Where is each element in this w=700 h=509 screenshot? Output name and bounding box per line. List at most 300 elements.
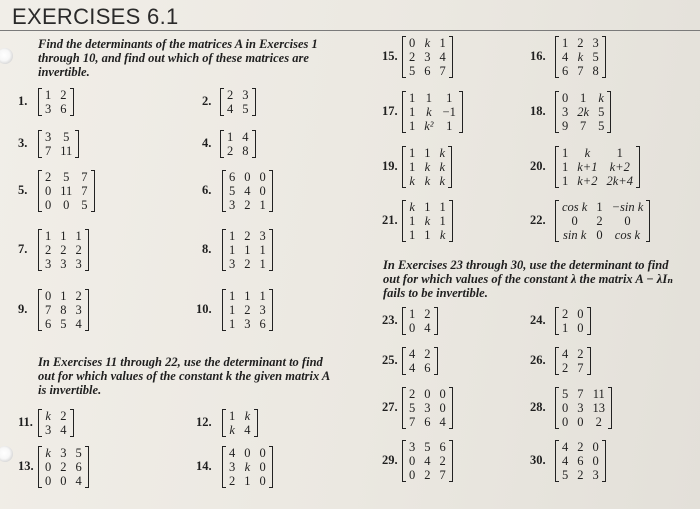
matrix-entry: 1 xyxy=(229,243,236,257)
matrix-entry: 5 xyxy=(562,468,569,482)
matrix-entry: 3 xyxy=(592,468,599,482)
matrix-entry: 4 xyxy=(244,184,251,198)
matrix-entry: −1 xyxy=(442,105,456,119)
matrix-entry: 6 xyxy=(439,440,446,454)
exercise-number: 6. xyxy=(202,183,212,197)
matrix xyxy=(38,289,89,331)
matrix-entry: 4 xyxy=(60,423,67,437)
matrix-entry: 0 xyxy=(259,184,266,198)
matrix-entry: 0 xyxy=(571,214,578,228)
matrix-right-bracket xyxy=(459,91,463,133)
matrix-entry: cos k xyxy=(614,228,641,242)
matrix-entry: 4 xyxy=(424,321,431,335)
matrix-entry: 1 xyxy=(562,36,569,50)
matrix-entry: 5 xyxy=(60,317,67,331)
exercise-number: 10. xyxy=(196,302,212,316)
matrix-entry: k xyxy=(584,146,591,160)
matrix-entry: 1 xyxy=(439,36,446,50)
matrix-entry: 1 xyxy=(60,289,67,303)
matrix-entry: 2 xyxy=(577,36,584,50)
matrix-entry: 1 xyxy=(227,130,234,144)
exercise-number: 23. xyxy=(382,313,398,327)
matrix-right-bracket xyxy=(434,347,438,375)
matrix-right-bracket xyxy=(602,440,606,482)
exercise-number: 4. xyxy=(202,136,212,150)
matrix-entry: 4 xyxy=(242,130,249,144)
matrix-entry: 0 xyxy=(409,36,416,50)
exercise-number: 18. xyxy=(530,104,546,118)
matrix-right-bracket xyxy=(646,200,650,242)
matrix-entry: 2 xyxy=(244,198,251,212)
matrix-entry: 7 xyxy=(439,64,446,78)
matrix-entry: k xyxy=(439,146,446,160)
binder-hole-bottom xyxy=(0,446,13,462)
instructions-1-10: Find the determinants of the matrices A in Exercises 1 through 10, and find out which of these matrices are invertible. xyxy=(38,37,318,79)
matrix xyxy=(38,130,79,158)
matrix-entry: 0 xyxy=(45,460,52,474)
matrix xyxy=(402,440,453,482)
matrix-entry: 2 xyxy=(227,144,234,158)
matrix-entry: 2 xyxy=(45,170,52,184)
matrix-entry: 1 xyxy=(244,289,251,303)
matrix-right-bracket xyxy=(252,88,256,116)
matrix-entry: 3 xyxy=(409,440,416,454)
matrix-entry: 1 xyxy=(259,289,266,303)
matrix-right-bracket xyxy=(85,289,89,331)
matrix-entry: 0 xyxy=(259,170,266,184)
matrix-entry: 6 xyxy=(60,102,67,116)
matrix-entry: 1 xyxy=(409,160,416,174)
exercise-number: 19. xyxy=(382,159,398,173)
matrix-entry: 0 xyxy=(60,474,67,488)
matrix xyxy=(220,88,256,116)
matrix-entry: 0 xyxy=(624,214,631,228)
matrix-entries xyxy=(406,91,459,133)
matrix-entries xyxy=(559,387,608,429)
matrix xyxy=(222,289,273,331)
exercise-number: 12. xyxy=(196,415,212,429)
matrix-right-bracket xyxy=(608,387,612,429)
matrix-right-bracket xyxy=(70,409,74,437)
exercise-number: 30. xyxy=(530,453,546,467)
matrix-entry: 8 xyxy=(60,303,67,317)
matrix-right-bracket xyxy=(448,146,452,188)
matrix-entry: 13 xyxy=(592,401,605,415)
matrix-entry: k xyxy=(244,409,251,423)
matrix-entries xyxy=(559,307,587,335)
matrix xyxy=(220,130,256,158)
matrix-entry: 3 xyxy=(259,303,266,317)
matrix xyxy=(555,36,606,78)
matrix-entry: k xyxy=(45,409,51,423)
matrix-entry: 0 xyxy=(244,446,251,460)
matrix-entry: 1 xyxy=(409,146,416,160)
matrix-entry: 0 xyxy=(45,184,52,198)
matrix-entry: 1 xyxy=(424,200,431,214)
matrix-entry: 1 xyxy=(229,289,236,303)
matrix-entry: 0 xyxy=(562,415,569,429)
matrix-entry: k xyxy=(424,36,431,50)
matrix xyxy=(555,146,640,188)
matrix-entry: k² xyxy=(424,119,434,133)
heading-rule xyxy=(0,30,700,31)
matrix-entry: 2 xyxy=(439,454,446,468)
matrix xyxy=(402,387,453,429)
matrix-entries xyxy=(406,440,449,482)
matrix-entry: 1 xyxy=(439,214,446,228)
matrix-entry: 2 xyxy=(562,361,569,375)
matrix-right-bracket xyxy=(75,130,79,158)
matrix-entry: 2 xyxy=(60,460,67,474)
matrix-entries xyxy=(42,130,75,158)
matrix-entry: 7 xyxy=(439,468,446,482)
matrix-entry: 1 xyxy=(562,160,569,174)
matrix-entry: 0 xyxy=(424,387,431,401)
matrix-right-bracket xyxy=(91,170,95,212)
matrix-entry: 0 xyxy=(562,401,569,415)
matrix-entry: 0 xyxy=(596,228,603,242)
matrix-right-bracket xyxy=(85,446,89,488)
matrix xyxy=(555,307,591,335)
matrix-entry: 3 xyxy=(577,401,584,415)
matrix-entry: 0 xyxy=(577,307,584,321)
matrix-entry: 1 xyxy=(244,243,251,257)
matrix xyxy=(402,36,453,78)
matrix xyxy=(402,146,452,188)
matrix-entry: k xyxy=(229,423,235,437)
matrix-entry: 6 xyxy=(75,460,82,474)
exercise-number: 29. xyxy=(382,453,398,467)
matrix-entry: 1 xyxy=(596,200,603,214)
matrix xyxy=(38,170,95,212)
matrix xyxy=(555,387,612,429)
matrix xyxy=(38,409,74,437)
matrix-entry: 3 xyxy=(45,257,52,271)
matrix-entry: 4 xyxy=(562,454,569,468)
matrix-entry: 4 xyxy=(439,50,446,64)
matrix-entry: 8 xyxy=(242,144,249,158)
matrix-entry: 0 xyxy=(259,446,266,460)
matrix-entry: k xyxy=(244,460,251,474)
exercise-number: 2. xyxy=(202,94,212,108)
matrix-entry: 6 xyxy=(424,64,431,78)
matrix-entry: 11 xyxy=(592,387,605,401)
matrix-entry: k xyxy=(409,200,415,214)
matrix-entries xyxy=(226,409,254,437)
exercise-number: 22. xyxy=(530,213,546,227)
matrix-right-bracket xyxy=(85,229,89,271)
matrix-entry: 7 xyxy=(577,64,584,78)
matrix-entry: 5 xyxy=(424,440,431,454)
matrix xyxy=(222,170,273,212)
matrix-entry: 1 xyxy=(562,174,569,188)
matrix-entry: k xyxy=(424,160,431,174)
matrix-entry: 1 xyxy=(229,229,236,243)
exercise-number: 9. xyxy=(18,302,28,316)
matrix-entries xyxy=(559,36,602,78)
matrix-entries xyxy=(406,347,434,375)
matrix-right-bracket xyxy=(269,289,273,331)
matrix-entry: 1 xyxy=(446,91,453,105)
matrix-entry: 0 xyxy=(409,468,416,482)
matrix-entry: 1 xyxy=(259,257,266,271)
exercise-number: 16. xyxy=(530,49,546,63)
matrix-entry: 0 xyxy=(45,474,52,488)
exercise-number: 8. xyxy=(202,242,212,256)
matrix xyxy=(555,91,611,133)
matrix-entries xyxy=(406,200,449,242)
matrix-entries xyxy=(406,387,449,429)
matrix-entry: 7 xyxy=(580,119,587,133)
matrix-entry: 2 xyxy=(75,289,82,303)
matrix-entry: 3 xyxy=(75,303,82,317)
matrix-entry: 2k xyxy=(577,105,590,119)
matrix-entry: 4 xyxy=(75,317,82,331)
matrix-entry: 1 xyxy=(425,91,433,105)
matrix-entry: 3 xyxy=(562,105,569,119)
matrix-entry: 1 xyxy=(446,119,453,133)
exercise-number: 28. xyxy=(530,400,546,414)
matrix-entry: 2 xyxy=(45,243,52,257)
matrix-entry: 1 xyxy=(229,303,236,317)
matrix-entry: 2 xyxy=(227,88,234,102)
matrix-entry: 7 xyxy=(577,387,584,401)
exercise-number: 21. xyxy=(382,213,398,227)
matrix-entry: 2k+4 xyxy=(606,174,633,188)
matrix-entry: 2 xyxy=(424,307,431,321)
matrix-entry: 2 xyxy=(577,440,584,454)
matrix-entry: 1 xyxy=(409,214,416,228)
matrix-entries xyxy=(406,146,448,188)
matrix-entry: 2 xyxy=(596,214,603,228)
matrix-entry: k xyxy=(409,174,415,188)
matrix-entry: k xyxy=(424,214,431,228)
matrix-entry: 0 xyxy=(577,415,584,429)
matrix-entry: 2 xyxy=(409,50,416,64)
matrix xyxy=(555,347,591,375)
matrix-right-bracket xyxy=(587,307,591,335)
matrix-entry: 2 xyxy=(244,303,251,317)
exercise-number: 13. xyxy=(18,459,34,473)
matrix-entry: 2 xyxy=(424,347,431,361)
matrix-entry: 3 xyxy=(242,88,249,102)
matrix-entry: k xyxy=(598,91,604,105)
matrix-entry: 3 xyxy=(229,198,236,212)
exercise-number: 5. xyxy=(18,183,28,197)
matrix-entry: cos k xyxy=(562,200,588,214)
exercise-number: 7. xyxy=(18,242,28,256)
matrix-entry: 3 xyxy=(229,257,236,271)
matrix-entry: 3 xyxy=(75,257,82,271)
matrix-entry: 2 xyxy=(562,307,569,321)
matrix-entry: 3 xyxy=(60,446,67,460)
matrix-entry: k xyxy=(424,174,431,188)
matrix-entry: 2 xyxy=(577,468,584,482)
binder-hole-top xyxy=(0,48,13,64)
matrix-entry: 2 xyxy=(595,415,602,429)
matrix-right-bracket xyxy=(449,200,453,242)
exercise-number: 25. xyxy=(382,353,398,367)
matrix-entry: 2 xyxy=(244,229,251,243)
matrix-right-bracket xyxy=(449,387,453,429)
exercise-number: 11. xyxy=(18,415,33,429)
matrix-entry: 4 xyxy=(562,347,569,361)
matrix-right-bracket xyxy=(607,91,611,133)
matrix-entry: 2 xyxy=(60,243,67,257)
matrix-entry: 0 xyxy=(439,401,446,415)
matrix-entry: 7 xyxy=(577,361,584,375)
matrix-entry: 3 xyxy=(259,229,266,243)
matrix-entry: 4 xyxy=(75,474,82,488)
exercise-number: 15. xyxy=(382,49,398,63)
matrix xyxy=(38,88,74,116)
matrix-right-bracket xyxy=(252,130,256,158)
matrix-entry: 2 xyxy=(75,243,82,257)
matrix xyxy=(38,446,89,488)
matrix-entries xyxy=(224,130,252,158)
matrix-entry: 1 xyxy=(409,105,416,119)
matrix-entry: 0 xyxy=(439,387,446,401)
matrix-entry: sin k xyxy=(563,228,587,242)
matrix-entries xyxy=(406,307,434,335)
matrix-entry: 7 xyxy=(45,303,52,317)
matrix-entry: 1 xyxy=(562,321,569,335)
matrix-entry: k+1 xyxy=(577,160,598,174)
matrix-entry: 0 xyxy=(244,170,251,184)
matrix-entry: 1 xyxy=(409,228,416,242)
matrix xyxy=(222,409,258,437)
matrix-entries xyxy=(559,440,602,482)
matrix-entries xyxy=(42,409,70,437)
matrix-right-bracket xyxy=(587,347,591,375)
matrix-right-bracket xyxy=(254,409,258,437)
matrix-entry: 11 xyxy=(60,144,73,158)
exercise-number: 1. xyxy=(18,94,28,108)
matrix-entry: 4 xyxy=(562,50,569,64)
matrix-entry: 5 xyxy=(63,170,70,184)
matrix-entry: 4 xyxy=(439,415,446,429)
matrix xyxy=(402,347,438,375)
matrix xyxy=(402,200,453,242)
matrix-entry: 6 xyxy=(259,317,266,331)
matrix-entry: 3 xyxy=(45,423,52,437)
matrix-entry: k xyxy=(426,105,432,119)
matrix-entry: 1 xyxy=(60,229,67,243)
matrix-entry: 1 xyxy=(409,307,416,321)
matrix-entry: 4 xyxy=(562,440,569,454)
matrix-entry: 1 xyxy=(45,229,52,243)
instructions-11-22: In Exercises 11 through 22, use the determinant to find out for which values of the constant k the given matrix A is invertible. xyxy=(38,355,331,397)
matrix-entry: 3 xyxy=(592,36,599,50)
matrix-entry: 8 xyxy=(592,64,599,78)
matrix-entry: 1 xyxy=(75,229,82,243)
matrix-right-bracket xyxy=(602,36,606,78)
matrix-right-bracket xyxy=(70,88,74,116)
matrix-entry: 2 xyxy=(60,409,67,423)
matrix-entry: 5 xyxy=(81,198,88,212)
matrix-entry: 0 xyxy=(63,198,70,212)
matrix-entries xyxy=(559,91,607,133)
matrix-entry: 5 xyxy=(598,105,605,119)
matrix-entry: 1 xyxy=(259,198,266,212)
matrix-entry: 3 xyxy=(424,401,431,415)
exercise-number: 24. xyxy=(530,313,546,327)
matrix-entry: 7 xyxy=(45,144,52,158)
matrix-entry: 3 xyxy=(45,102,52,116)
matrix-entry: 5 xyxy=(409,64,416,78)
matrix-entries xyxy=(406,36,449,78)
section-heading: EXERCISES 6.1 xyxy=(12,4,179,29)
matrix-right-bracket xyxy=(269,170,273,212)
matrix xyxy=(555,440,606,482)
matrix-entry: k+2 xyxy=(609,160,630,174)
matrix-entry: 1 xyxy=(229,409,236,423)
matrix xyxy=(555,200,650,242)
matrix-entry: 2 xyxy=(577,347,584,361)
matrix-right-bracket xyxy=(434,307,438,335)
matrix-entries xyxy=(559,146,636,188)
matrix-entry: 7 xyxy=(409,415,416,429)
matrix-entry: 11 xyxy=(60,184,73,198)
matrix-entry: 1 xyxy=(244,474,251,488)
matrix-entry: 1 xyxy=(580,91,587,105)
matrix-entry: 0 xyxy=(259,460,266,474)
matrix-entry: 1 xyxy=(439,200,446,214)
matrix-entry: 5 xyxy=(75,446,82,460)
matrix-entries xyxy=(224,88,252,116)
matrix-entry: k xyxy=(439,160,446,174)
matrix-entries xyxy=(559,200,646,242)
matrix xyxy=(402,91,463,133)
matrix-entry: 1 xyxy=(616,146,623,160)
matrix-entry: 1 xyxy=(562,146,569,160)
matrix-entry: 0 xyxy=(45,198,52,212)
matrix-entry: 5 xyxy=(229,184,236,198)
matrix-entry: 3 xyxy=(244,317,251,331)
exercise-number: 14. xyxy=(196,459,212,473)
matrix-entry: 3 xyxy=(60,257,67,271)
matrix xyxy=(38,229,89,271)
matrix-right-bracket xyxy=(269,446,273,488)
matrix-entry: 0 xyxy=(45,289,52,303)
matrix-entry: 4 xyxy=(409,347,416,361)
matrix-entry: 7 xyxy=(81,170,88,184)
matrix-entry: 4 xyxy=(227,102,234,116)
matrix-entry: 4 xyxy=(244,423,251,437)
matrix-entry: 0 xyxy=(259,474,266,488)
matrix-entries xyxy=(226,170,269,212)
exercise-number: 26. xyxy=(530,353,546,367)
matrix-right-bracket xyxy=(636,146,640,188)
exercise-number: 3. xyxy=(18,136,28,150)
matrix-entry: 4 xyxy=(409,361,416,375)
matrix-entry: 2 xyxy=(424,468,431,482)
matrix-right-bracket xyxy=(449,440,453,482)
matrix-entry: 1 xyxy=(259,243,266,257)
matrix-entries xyxy=(226,446,269,488)
matrix-entry: 5 xyxy=(592,50,599,64)
matrix-entry: 1 xyxy=(424,228,431,242)
matrix-entry: 5 xyxy=(598,119,605,133)
matrix-entries xyxy=(42,289,85,331)
matrix-entry: 0 xyxy=(577,321,584,335)
exercise-number: 20. xyxy=(530,159,546,173)
matrix-entry: 6 xyxy=(424,415,431,429)
matrix-entry: 1 xyxy=(409,119,416,133)
matrix-entry: 5 xyxy=(63,130,70,144)
matrix-entries xyxy=(226,229,269,271)
matrix-entry: 5 xyxy=(409,401,416,415)
